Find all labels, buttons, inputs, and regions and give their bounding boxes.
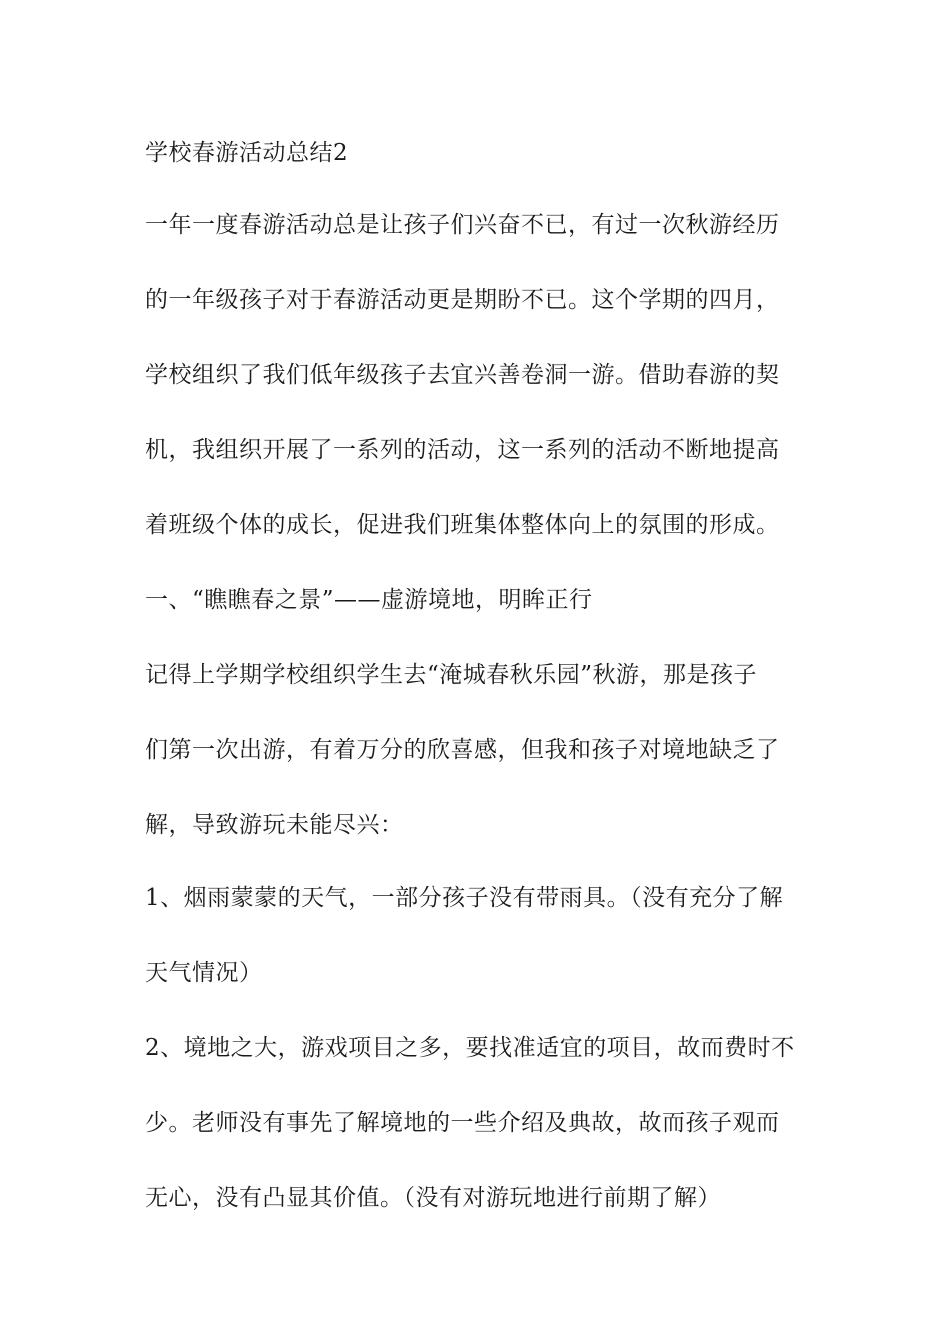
list-item-line: 少。老师没有事先了解境地的一些介绍及典故，故而孩子观而 — [145, 1110, 780, 1136]
paragraph-line: 学校组织了我们低年级孩子去宜兴善卷洞一游。借助春游的契 — [145, 362, 780, 388]
paragraph-line: 着班级个体的成长，促进我们班集体整体向上的氛围的形成。 — [145, 512, 780, 538]
list-item-line: 天气情况） — [145, 960, 263, 986]
list-item-line: 2、境地之大，游戏项目之多，要找准适宜的项目，故而费时不 — [145, 1035, 795, 1061]
paragraph-line: 解，导致游玩未能尽兴： — [145, 812, 404, 838]
paragraph-line: 机，我组织开展了一系列的活动，这一系列的活动不断地提高 — [145, 437, 780, 463]
paragraph-line: 的一年级孩子对于春游活动更是期盼不已。这个学期的四月， — [145, 287, 780, 313]
paragraph-line: 们第一次出游，有着万分的欣喜感，但我和孩子对境地缺乏了 — [145, 737, 780, 763]
list-item-line: 1、烟雨蒙蒙的天气，一部分孩子没有带雨具。（没有充分了解 — [145, 885, 784, 911]
list-item-line: 无心，没有凸显其价值。（没有对游玩地进行前期了解） — [145, 1185, 721, 1211]
document-title: 学校春游活动总结2 — [145, 140, 349, 166]
section-heading: 一、“瞧瞧春之景”——虚游境地，明眸正行 — [145, 587, 593, 613]
paragraph-line: 记得上学期学校组织学生去“淹城春秋乐园”秋游，那是孩子 — [145, 662, 758, 688]
paragraph-line: 一年一度春游活动总是让孩子们兴奋不已，有过一次秋游经历 — [145, 212, 780, 238]
